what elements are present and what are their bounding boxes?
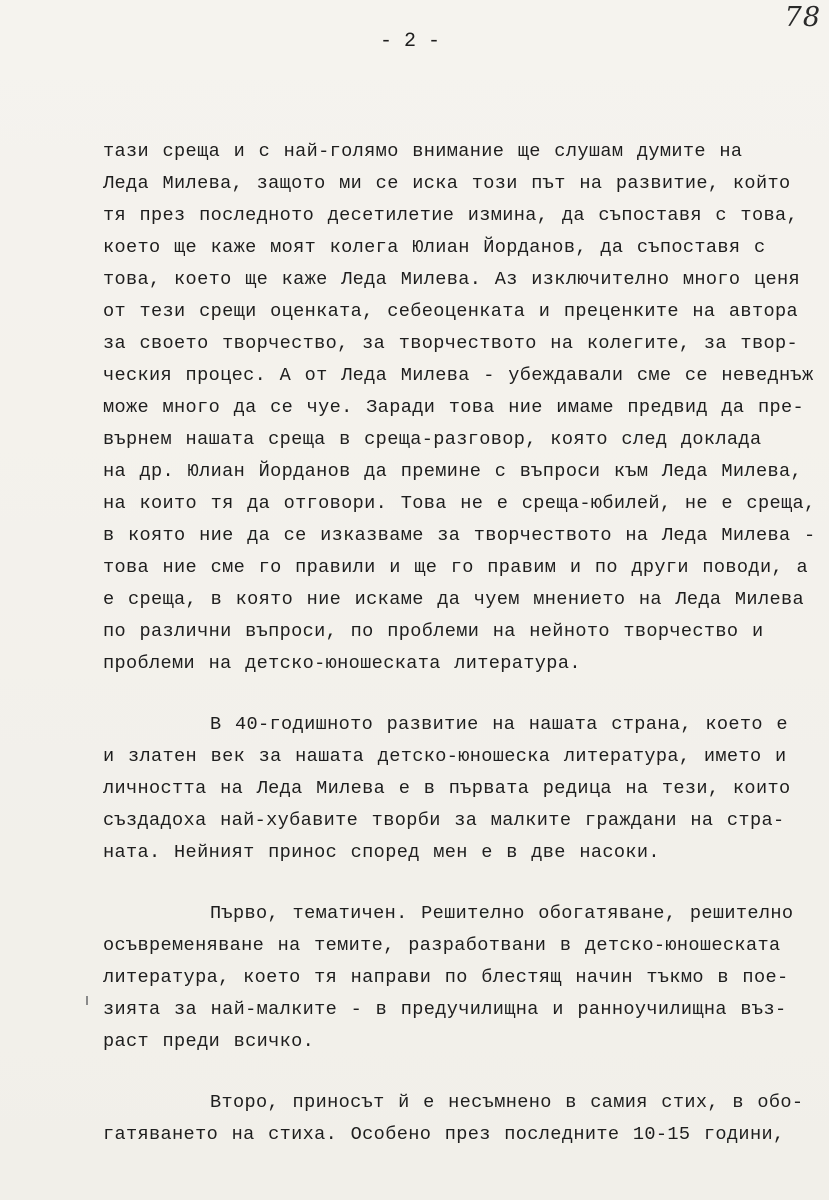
text-line: осъвременяване на темите, разработвани в детско-юношеската	[103, 935, 781, 956]
text-line: ческия процес. А от Леда Милева - убеждавали сме се неведнъж	[103, 365, 814, 386]
archive-page-number: 78	[784, 2, 821, 33]
paragraph	[103, 136, 827, 680]
text-line: личността на Леда Милева е в първата редица на тези, които	[103, 778, 791, 799]
text-line: тя през последното десетилетие измина, да съпоставя с това,	[103, 205, 798, 226]
text-line: ната. Нейният принос според мен е в две насоки.	[103, 842, 660, 863]
text-line: Първо, тематичен. Решително обогатяване, решително	[210, 903, 794, 924]
text-line: от тези срещи оценката, себеоценката и преценките на автора	[103, 301, 798, 322]
paragraph	[103, 709, 827, 869]
text-line: за своето творчество, за творчеството на колегите, за твор-	[103, 333, 798, 354]
paragraph-gap	[103, 1058, 827, 1087]
text-line: и златен век за нашата детско-юношеска литература, името и	[103, 746, 787, 767]
page-number: - 2 -	[380, 30, 441, 53]
paragraph	[103, 1087, 827, 1151]
text-line: по различни въпроси, по проблеми на нейното творчество и	[103, 621, 764, 642]
text-line: това, което ще каже Леда Милева. Аз изключително много ценя	[103, 269, 800, 290]
text-line: раст преди всичко.	[103, 1031, 315, 1052]
text-line: на които тя да отговори. Това не е среща-юбилей, не е среща,	[103, 493, 816, 514]
text-line: което ще каже моят колега Юлиан Йорданов, да съпоставя с	[103, 237, 766, 258]
paragraph-gap	[103, 869, 827, 898]
text-line: е среща, в която ние искаме да чуем мнението на Леда Милева	[103, 589, 804, 610]
text-line: гатяването на стиха. Особено през последните 10-15 години,	[103, 1124, 785, 1145]
text-line: това ние сме го правили и ще го правим и по други поводи, а	[103, 557, 808, 578]
text-line: зията за най-малките - в предучилищна и ранноучилищна въз-	[103, 999, 787, 1020]
text-line: тази среща и с най-голямо внимание ще слушам думите на	[103, 141, 743, 162]
text-line: създадоха най-хубавите творби за малките граждани на стра-	[103, 810, 785, 831]
text-line: в която ние да се изказваме за творчеството на Леда Милева -	[103, 525, 816, 546]
text-line: проблеми на детско-юношеската литература.	[103, 653, 581, 674]
text-line: на др. Юлиан Йорданов да премине с въпроси към Леда Милева,	[103, 461, 802, 482]
text-line: може много да се чуе. Заради това ние имаме предвид да пре-	[103, 397, 804, 418]
stray-pen-mark	[86, 996, 88, 1005]
text-line: Леда Милева, защото ми се иска този път на развитие, който	[103, 173, 791, 194]
paragraph-gap	[103, 680, 827, 709]
text-line: литература, което тя направи по блестящ начин тъкмо в пое-	[103, 967, 789, 988]
text-line: Второ, приносът й е несъмнено в самия стих, в обо-	[210, 1092, 804, 1113]
text-line: В 40-годишното развитие на нашата страна, което е	[210, 714, 788, 735]
body-text	[103, 136, 827, 1151]
text-line: върнем нашата среща в среща-разговор, която след доклада	[103, 429, 762, 450]
paragraph	[103, 898, 827, 1058]
